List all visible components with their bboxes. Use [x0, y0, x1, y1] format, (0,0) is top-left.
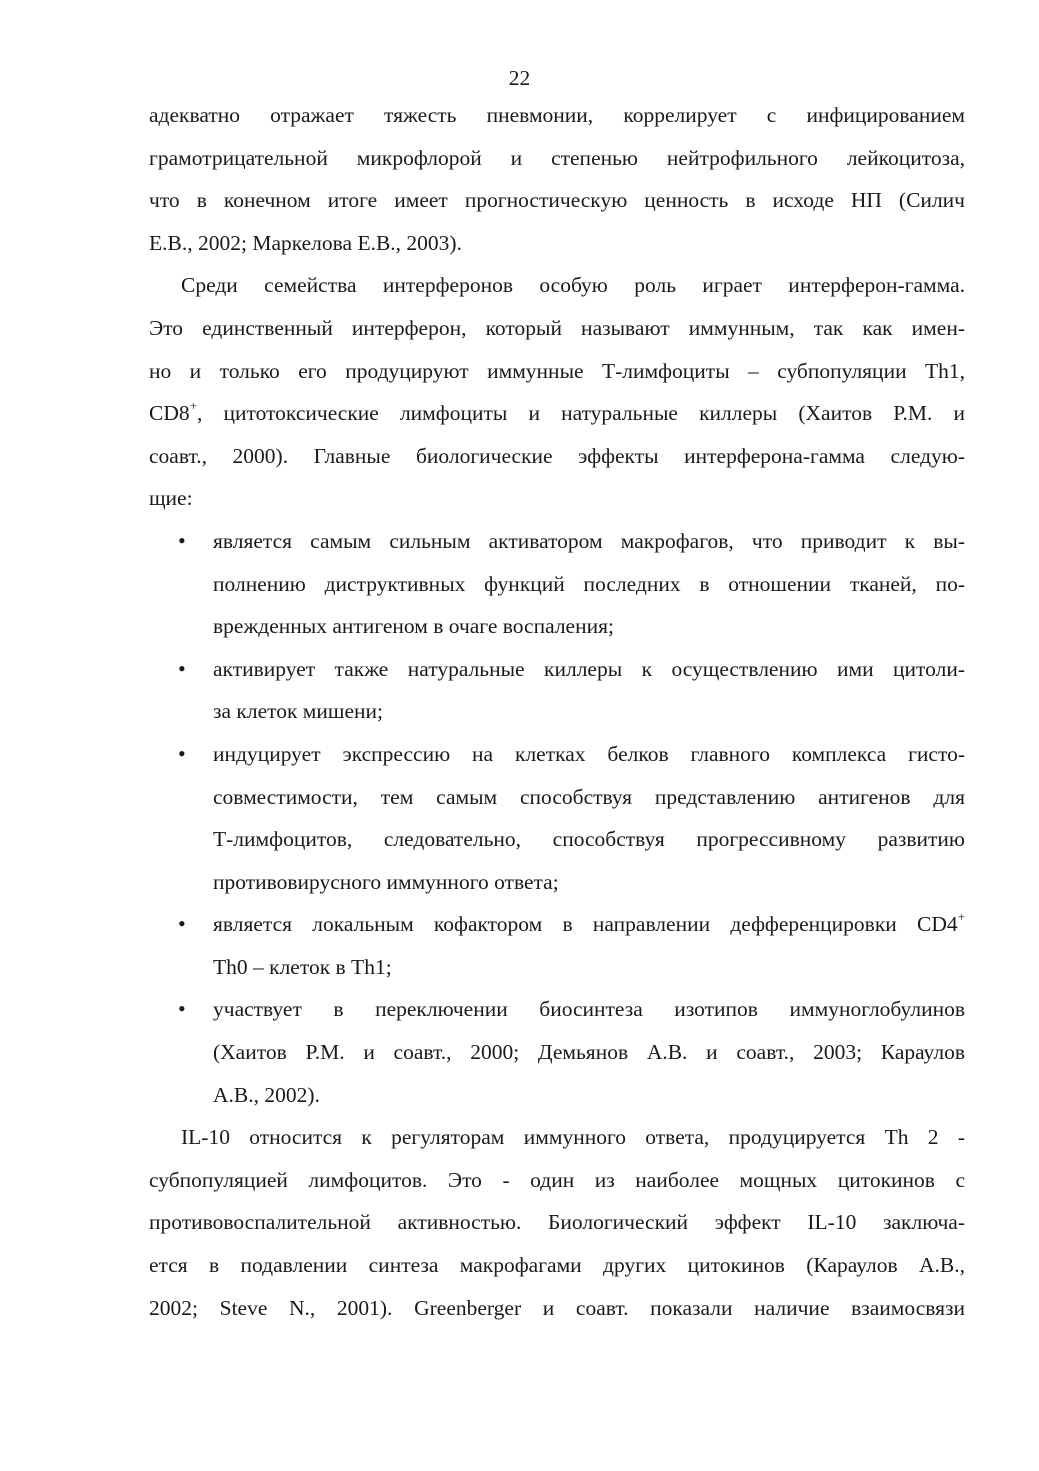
list-item: [149, 648, 965, 733]
text-line: но и только его продуцируют иммунные Т-лимфоциты – субпопуляции Th1,: [149, 358, 965, 383]
bullet-icon: •: [178, 655, 186, 681]
text-line: совместимости, тем самым способствуя представлению антигенов для: [213, 784, 965, 809]
text-line: индуцирует экспрессию на клетках белков главного комплекса гисто-: [213, 741, 965, 766]
text-line: Th0 – клеток в Th1;: [213, 954, 392, 979]
text-line: 2002; Steve N., 2001). Greenberger и соавт. показали наличие взаимосвязи: [149, 1295, 965, 1320]
text-line: (Хаитов Р.М. и соавт., 2000; Демьянов А.В. и соавт., 2003; Караулов: [213, 1040, 965, 1065]
text-line: Это единственный интерферон, который называют иммунным, так как имен-: [149, 315, 965, 340]
text-line: противовирусного иммунного ответа;: [213, 869, 559, 894]
paragraph-3: [149, 1116, 965, 1329]
text-line: за клеток мишени;: [213, 699, 384, 724]
bullet-list: [149, 520, 965, 1116]
text-line: [149, 392, 965, 435]
text-line: [213, 903, 965, 946]
page-content: [149, 94, 965, 1329]
text-line: IL-10 относится к регуляторам иммунного ответа, продуцируется Th 2 -: [181, 1125, 965, 1150]
paragraph-2: [149, 264, 965, 520]
bullet-icon: •: [178, 527, 186, 553]
text-line: противовоспалительной активностью. Биологический эффект IL-10 заключа-: [149, 1210, 965, 1235]
text-line: полнению диструктивных функций последних в отношении тканей, по-: [213, 571, 965, 596]
text-line: является самым сильным активатором макрофагов, что приводит к вы-: [213, 528, 965, 553]
text-line: грамотрицательной микрофлорой и степенью нейтрофильного лейкоцитоза,: [149, 145, 965, 170]
text-line: Т-лимфоцитов, следовательно, способствуя прогрессивному развитию: [213, 827, 965, 852]
text-fragment: является локальным кофактором в направлении дефференцировки CD4: [213, 912, 958, 937]
text-line: ется в подавлении синтеза макрофагами других цитокинов (Караулов А.В.,: [149, 1253, 965, 1278]
text-line: врежденных антигеном в очаге воспаления;: [213, 614, 614, 639]
paragraph-1: [149, 94, 965, 264]
text-fragment: , цитотоксические лимфоциты и натуральные киллеры (Хаитов Р.М. и: [196, 401, 965, 426]
list-item: [149, 988, 965, 1116]
text-line: участвует в переключении биосинтеза изотипов иммуноглобулинов: [213, 997, 965, 1022]
list-item: [149, 520, 965, 648]
bullet-icon: •: [178, 996, 186, 1022]
page-number: 22: [508, 66, 531, 90]
text-line: адекватно отражает тяжесть пневмонии, коррелирует с инфицированием: [149, 103, 965, 127]
text-line: активирует также натуральные киллеры к осуществлению ими цитоли-: [213, 656, 965, 681]
superscript: +: [189, 398, 197, 414]
bullet-icon: •: [178, 911, 186, 937]
text-line: соавт., 2000). Главные биологические эффекты интерферона-гамма следую-: [149, 443, 965, 468]
text-line: А.В., 2002).: [213, 1082, 320, 1107]
superscript: +: [957, 909, 965, 925]
text-line: Е.В., 2002; Маркелова Е.В., 2003).: [149, 230, 462, 255]
text-line: что в конечном итоге имеет прогностическую ценность в исходе НП (Силич: [149, 188, 965, 213]
list-item: [149, 733, 965, 903]
bullet-icon: •: [178, 740, 186, 766]
list-item: [149, 903, 965, 988]
text-line: щие:: [149, 486, 193, 511]
text-line: Среди семейства интерферонов особую роль играет интерферон-гамма.: [181, 273, 965, 298]
text-fragment: CD8: [149, 401, 190, 426]
text-line: субпопуляцией лимфоцитов. Это - один из наиболее мощных цитокинов с: [149, 1167, 965, 1192]
